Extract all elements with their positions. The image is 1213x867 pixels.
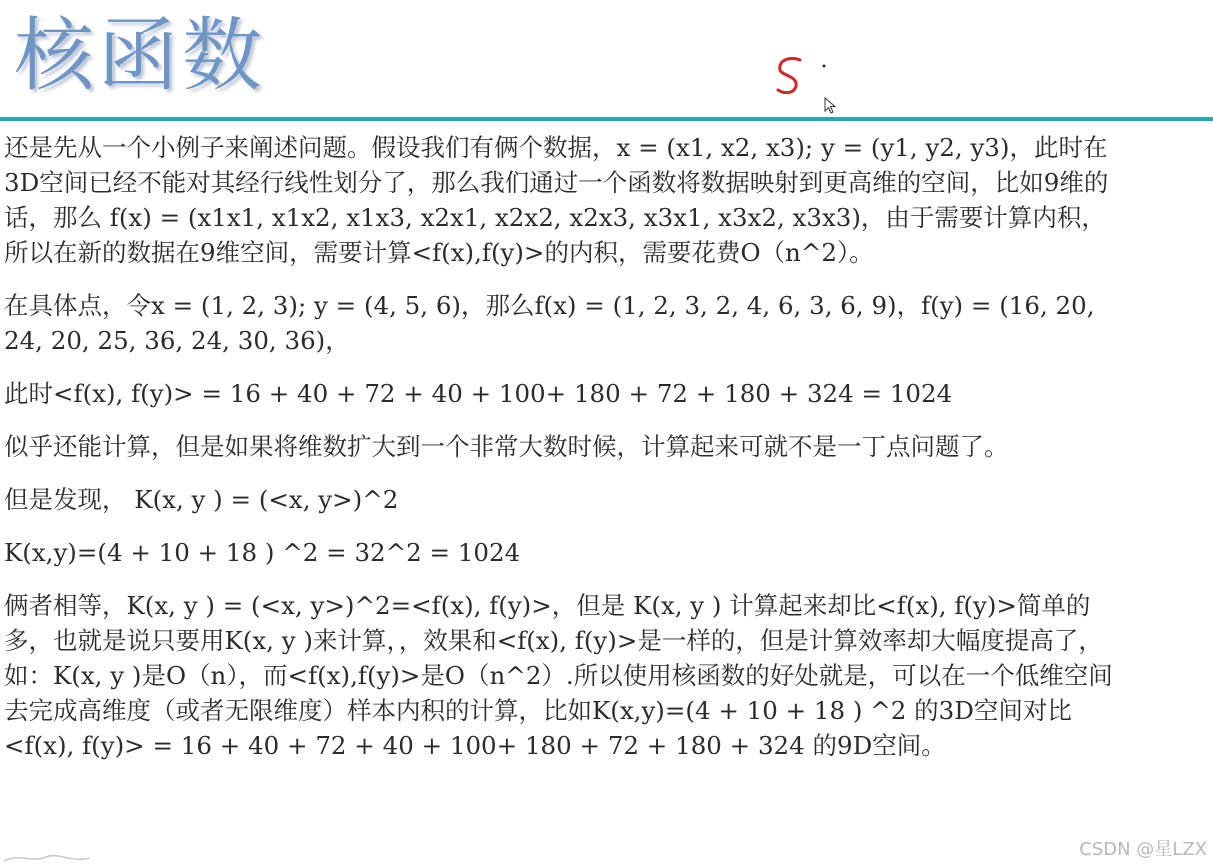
csdn-watermark: CSDN @星LZX (1079, 839, 1207, 860)
paragraph-scaling-problem: 似乎还能计算，但是如果将维数扩大到一个非常大数时候，计算起来可就不是一丁点问题了。 (4, 432, 1009, 461)
paragraph-conclusion: 俩者相等，K(x, y ) = (<x, y>)^2=<f(x), f(y)>，但是 K(x, y ) 计算起来却比<f(x), f(y)>简单的多，也就是说只要用K(x, y )来计算，，效果和<f(x), f(y)>是一样的，但是计算效率却大幅度提高了，如：K(x, y )是O（n），而<f(x),f(y)>是O（n^2）.所以使用核函数的好处就是，可以在一个低维空间去完成高维度（或者无限维度）样本内积的计算，比如K(x,y)=(4 + 10 + 18 ) ^2 的3D空间对比<f(x), f(y)> = 16 + 40 + 72 + 40 + 100+ 180 + 72 + 180 + 324 的9D空间。 (4, 591, 1113, 760)
paragraph-inner-product: 此时<f(x), f(y)> = 16 + 40 + 72 + 40 + 100+ 180 + 72 + 180 + 324 = 1024 (4, 379, 953, 408)
slide-body (4, 130, 1114, 781)
slide-title: 核函数 (14, 9, 266, 102)
faint-pen-scribble (0, 849, 120, 865)
mouse-pointer-icon (824, 97, 838, 115)
paragraph-kernel-computation: K(x,y)=(4 + 10 + 18 ) ^2 = 32^2 = 1024 (4, 538, 521, 567)
paragraph-concrete-example: 在具体点，令x = (1, 2, 3); y = (4, 5, 6)，那么f(x) = (1, 2, 3, 2, 4, 6, 3, 6, 9)，f(y) = (16, 20, 24, 20, 25, 36, 24, 30, 36)， (4, 291, 1095, 355)
paragraph-kernel-definition: 但是发现， K(x, y ) = (<x, y>)^2 (4, 485, 399, 514)
paragraph-intro: 还是先从一个小例子来阐述问题。假设我们有俩个数据，x = (x1, x2, x3); y = (y1, y2, y3)，此时在3D空间已经不能对其经行线性划分了，那么我们通过一个函数将数据映射到更高维的空间，比如9维的话，那么 f(x) = (x1x1, x1x2, x1x3, x2x1, x2x2, x2x3, x3x1, x3x2, x3x3)，由于需要计算内积，所以在新的数据在9维空间，需要计算<f(x),f(y)>的内积，需要花费O（n^2）。 (4, 133, 1109, 267)
title-divider (0, 117, 1213, 121)
